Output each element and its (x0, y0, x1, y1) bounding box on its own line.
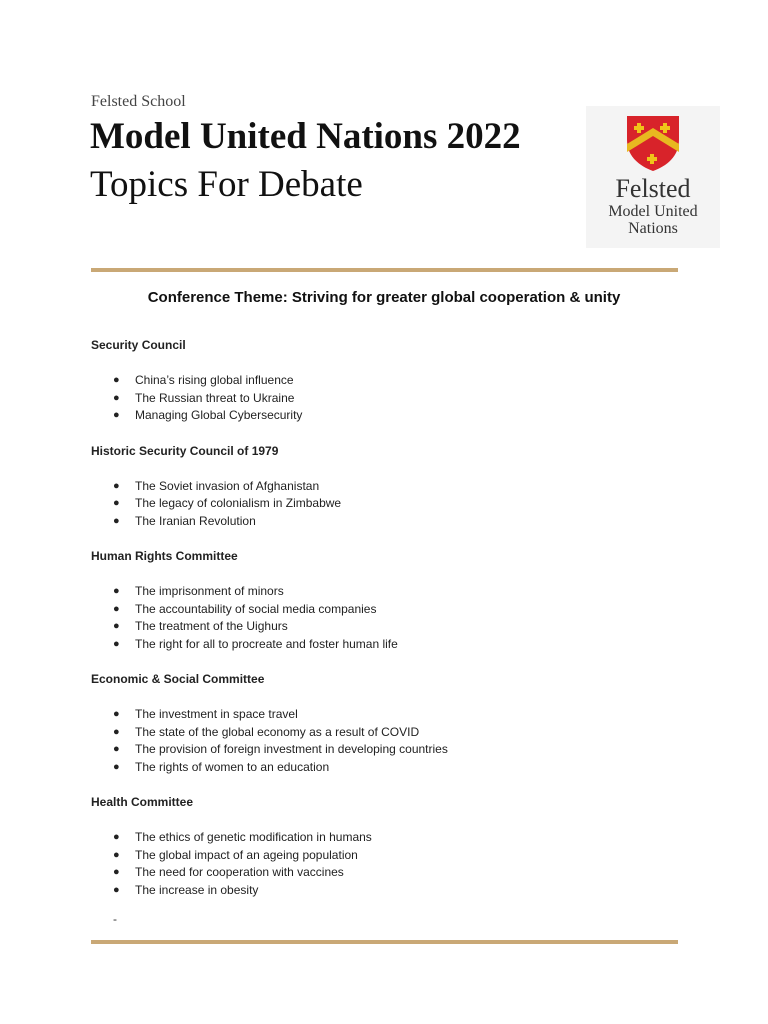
topic-item (91, 601, 691, 619)
theme-colon: : (282, 289, 292, 306)
bottom-divider (91, 940, 678, 944)
topic-item (91, 618, 691, 636)
topic-item (91, 882, 691, 900)
committee-heading: Human Rights Committee (91, 549, 238, 563)
topic-item (91, 706, 691, 724)
committee-heading: Economic & Social Committee (91, 672, 265, 686)
top-divider (91, 268, 678, 272)
bullet-icon: ● (113, 760, 120, 773)
committee-heading: Security Council (91, 338, 186, 352)
topic-text: The Russian threat to Ukraine (135, 390, 295, 405)
theme-text: Striving for greater global cooperation & unity (291, 289, 621, 306)
theme-label: Conference Theme (147, 289, 283, 306)
bullet-icon: ● (113, 637, 120, 650)
topic-item (91, 759, 691, 777)
topic-item (91, 864, 691, 882)
topic-text: The legacy of colonialism in Zimbabwe (135, 496, 342, 510)
topic-text: The global impact of an ageing population (135, 847, 358, 862)
trailing-dash: - (113, 912, 117, 926)
bullet-icon: ● (113, 831, 120, 843)
bullet-icon: ● (113, 374, 120, 386)
topic-text: The Iranian Revolution (135, 513, 256, 528)
topic-item (91, 478, 691, 496)
topic-item (91, 513, 691, 531)
topic-list (91, 478, 691, 531)
topic-item (91, 495, 691, 513)
topic-item (91, 636, 691, 654)
topic-list (91, 706, 691, 776)
bullet-icon: ● (113, 708, 120, 720)
logo-line-3: Nations (628, 220, 678, 237)
topic-text: Managing Global Cybersecurity (135, 408, 303, 422)
bullet-icon: ● (113, 514, 120, 527)
committee-topics (91, 337, 691, 917)
topic-text: The provision of foreign investment in developing countries (135, 742, 448, 756)
topic-item (91, 407, 691, 425)
bullet-icon: ● (113, 585, 120, 597)
bullet-icon: ● (113, 725, 120, 738)
topic-item (91, 847, 691, 865)
bullet-icon: ● (113, 409, 120, 421)
bullet-icon: ● (113, 479, 120, 492)
logo-line-2: Model United (608, 203, 698, 220)
topic-text: China’s rising global influence (135, 373, 294, 387)
topic-text: The Soviet invasion of Afghanistan (135, 478, 320, 493)
bullet-icon: ● (113, 883, 120, 896)
committee-heading: Health Committee (91, 795, 194, 809)
bullet-icon: ● (113, 848, 120, 861)
school-name: Felsted School (91, 93, 186, 110)
bullet-icon: ● (113, 391, 120, 404)
committee-heading: Historic Security Council of 1979 (91, 443, 279, 458)
bullet-icon: ● (113, 866, 120, 878)
topic-text: The ethics of genetic modification in humans (135, 830, 372, 844)
topic-list (91, 829, 691, 899)
bullet-icon: ● (113, 743, 120, 755)
logo-line-1: Felsted (615, 174, 691, 203)
topic-item (91, 390, 691, 408)
topic-text: The rights of women to an education (135, 759, 330, 774)
topic-item (91, 583, 691, 601)
bullet-icon: ● (113, 620, 120, 632)
conference-theme (0, 289, 768, 306)
topic-item (91, 741, 691, 759)
topic-list (91, 372, 691, 425)
bullet-icon: ● (113, 602, 120, 615)
topic-item (91, 829, 691, 847)
topic-item (91, 724, 691, 742)
shield-crest-icon (623, 114, 683, 172)
topic-list (91, 583, 691, 653)
topic-text: The accountability of social media companies (135, 601, 377, 616)
topic-text: The imprisonment of minors (135, 584, 284, 598)
topic-item (91, 372, 691, 390)
bullet-icon: ● (113, 497, 120, 509)
page-title: Model United Nations 2022 (90, 116, 521, 157)
topic-text: The right for all to procreate and foster human life (135, 636, 398, 651)
page-subtitle: Topics For Debate (90, 164, 363, 205)
felsted-mun-logo (586, 106, 720, 248)
topic-text: The state of the global economy as a result of COVID (135, 724, 420, 739)
topic-text: The investment in space travel (135, 707, 298, 721)
topic-text: The increase in obesity (135, 882, 259, 897)
topic-text: The treatment of the Uighurs (135, 619, 288, 633)
topic-text: The need for cooperation with vaccines (135, 865, 344, 879)
